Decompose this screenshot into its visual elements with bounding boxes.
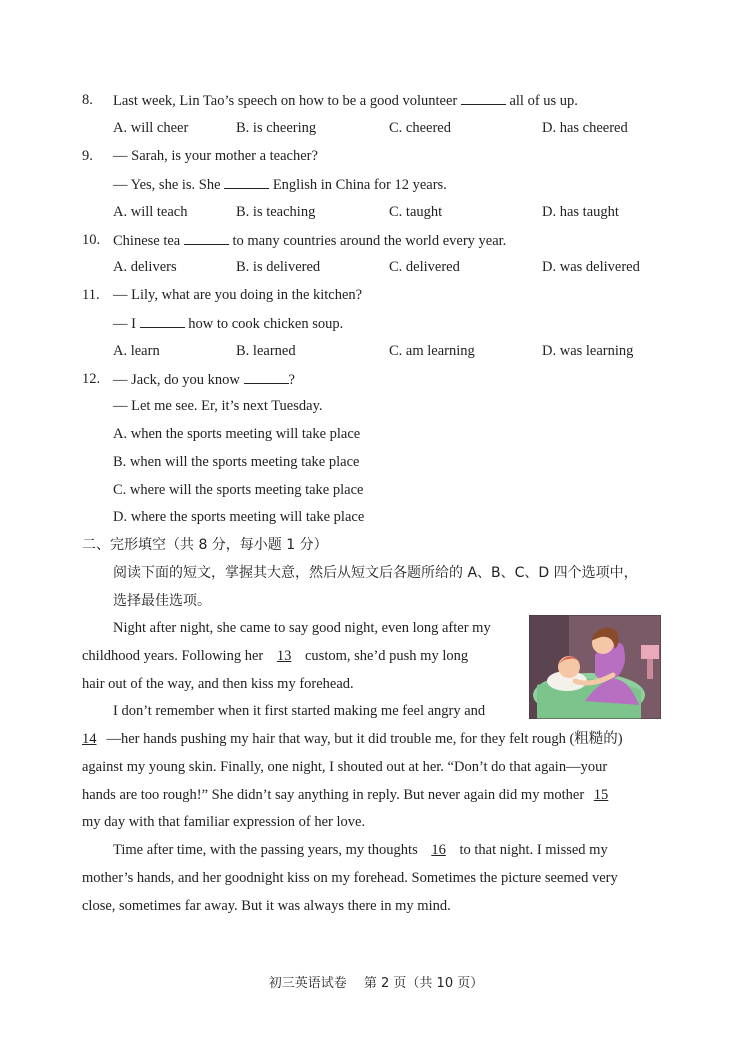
section-instruction-1: 阅读下面的短文，掌握其大意，然后从短文后各题所给的 A、B、C、D 四个选项中， xyxy=(113,565,638,581)
answer-blank xyxy=(224,174,269,189)
option-c: C. delivered xyxy=(389,259,460,275)
option-b: B. is cheering xyxy=(236,120,317,136)
question-12-number: 12. xyxy=(82,371,101,387)
option-a: A. delivers xyxy=(113,259,177,275)
option-b: B. is delivered xyxy=(236,259,321,275)
passage-p2-line-5: my day with that familiar expression of her love. xyxy=(82,814,366,830)
blank-14: 14 xyxy=(82,731,97,747)
option-b: B. when will the sports meeting take place xyxy=(113,454,360,470)
passage-p1-line-1: Night after night, she came to say good night, even long after my xyxy=(113,620,491,636)
question-9-line-2: — Yes, she is. She English in China for 12 years. xyxy=(113,174,447,195)
question-12-line-2: — Let me see. Er, it’s next Tuesday. xyxy=(113,398,323,414)
option-c: C. taught xyxy=(389,204,443,220)
option-a: A. learn xyxy=(113,343,160,359)
option-c: C. where will the sports meeting take place xyxy=(113,482,364,498)
passage-p1-line-3: hair out of the way, and then kiss my forehead. xyxy=(82,676,354,692)
question-12-line-1: — Jack, do you know ? xyxy=(113,369,295,390)
question-11-line-1: — Lily, what are you doing in the kitchen? xyxy=(113,287,363,303)
question-8-number: 8. xyxy=(82,92,93,108)
mother-kissing-child-illustration xyxy=(529,615,661,719)
question-11-number: 11. xyxy=(82,287,100,303)
option-a: A. will cheer xyxy=(113,120,189,136)
passage-p3-line-1: Time after time, with the passing years, my thoughts 16 to that night. I missed my xyxy=(113,842,608,858)
question-8-stem: Last week, Lin Tao’s speech on how to be a good volunteer all of us up. xyxy=(113,90,578,111)
option-d: D. has taught xyxy=(542,204,619,220)
passage-p2-line-3: against my young skin. Finally, one night, I shouted out at her. “Don’t do that again—your xyxy=(82,759,608,775)
question-10-number: 10. xyxy=(82,232,101,248)
option-c: C. am learning xyxy=(389,343,475,359)
option-c: C. cheered xyxy=(389,120,451,136)
passage-p2-line-4: hands are too rough!” She didn’t say anything in reply. But never again did my mother 15 xyxy=(82,787,609,803)
answer-blank xyxy=(461,90,506,105)
answer-blank xyxy=(184,230,229,245)
option-d: D. has cheered xyxy=(542,120,628,136)
question-11-line-2: — I how to cook chicken soup. xyxy=(113,313,343,334)
passage-p3-line-2: mother’s hands, and her goodnight kiss on my forehead. Sometimes the picture seemed very xyxy=(82,870,618,886)
passage-p3-line-3: close, sometimes far away. But it was always there in my mind. xyxy=(82,898,451,914)
section-heading: 二、完形填空（共 8 分，每小题 1 分） xyxy=(82,537,328,553)
passage-p2-line-2: 14 —her hands pushing my hair that way, but it did trouble me, for they felt rough (粗糙的) xyxy=(82,731,623,747)
passage-p2-line-1: I don’t remember when it first started making me feel angry and xyxy=(113,703,486,719)
answer-blank xyxy=(244,369,289,384)
answer-blank xyxy=(140,313,185,328)
blank-15: 15 xyxy=(593,787,609,803)
option-a: A. will teach xyxy=(113,204,188,220)
option-d: D. where the sports meeting will take place xyxy=(113,509,365,525)
option-a: A. when the sports meeting will take place xyxy=(113,426,361,442)
option-d: D. was delivered xyxy=(542,259,640,275)
question-9-number: 9. xyxy=(82,148,93,164)
option-b: B. is teaching xyxy=(236,204,316,220)
option-d: D. was learning xyxy=(542,343,634,359)
question-9-line-1: — Sarah, is your mother a teacher? xyxy=(113,148,318,164)
option-b: B. learned xyxy=(236,343,296,359)
section-instruction-2: 选择最佳选项。 xyxy=(113,593,211,609)
page-footer: 初三英语试卷 第 2 页（共 10 页） xyxy=(268,976,484,991)
question-10-stem: Chinese tea to many countries around the world every year. xyxy=(113,230,506,251)
passage-p1-line-2: childhood years. Following her 13 custom, she’d push my long xyxy=(82,648,469,664)
blank-13: 13 xyxy=(276,648,292,664)
blank-16: 16 xyxy=(431,842,446,858)
